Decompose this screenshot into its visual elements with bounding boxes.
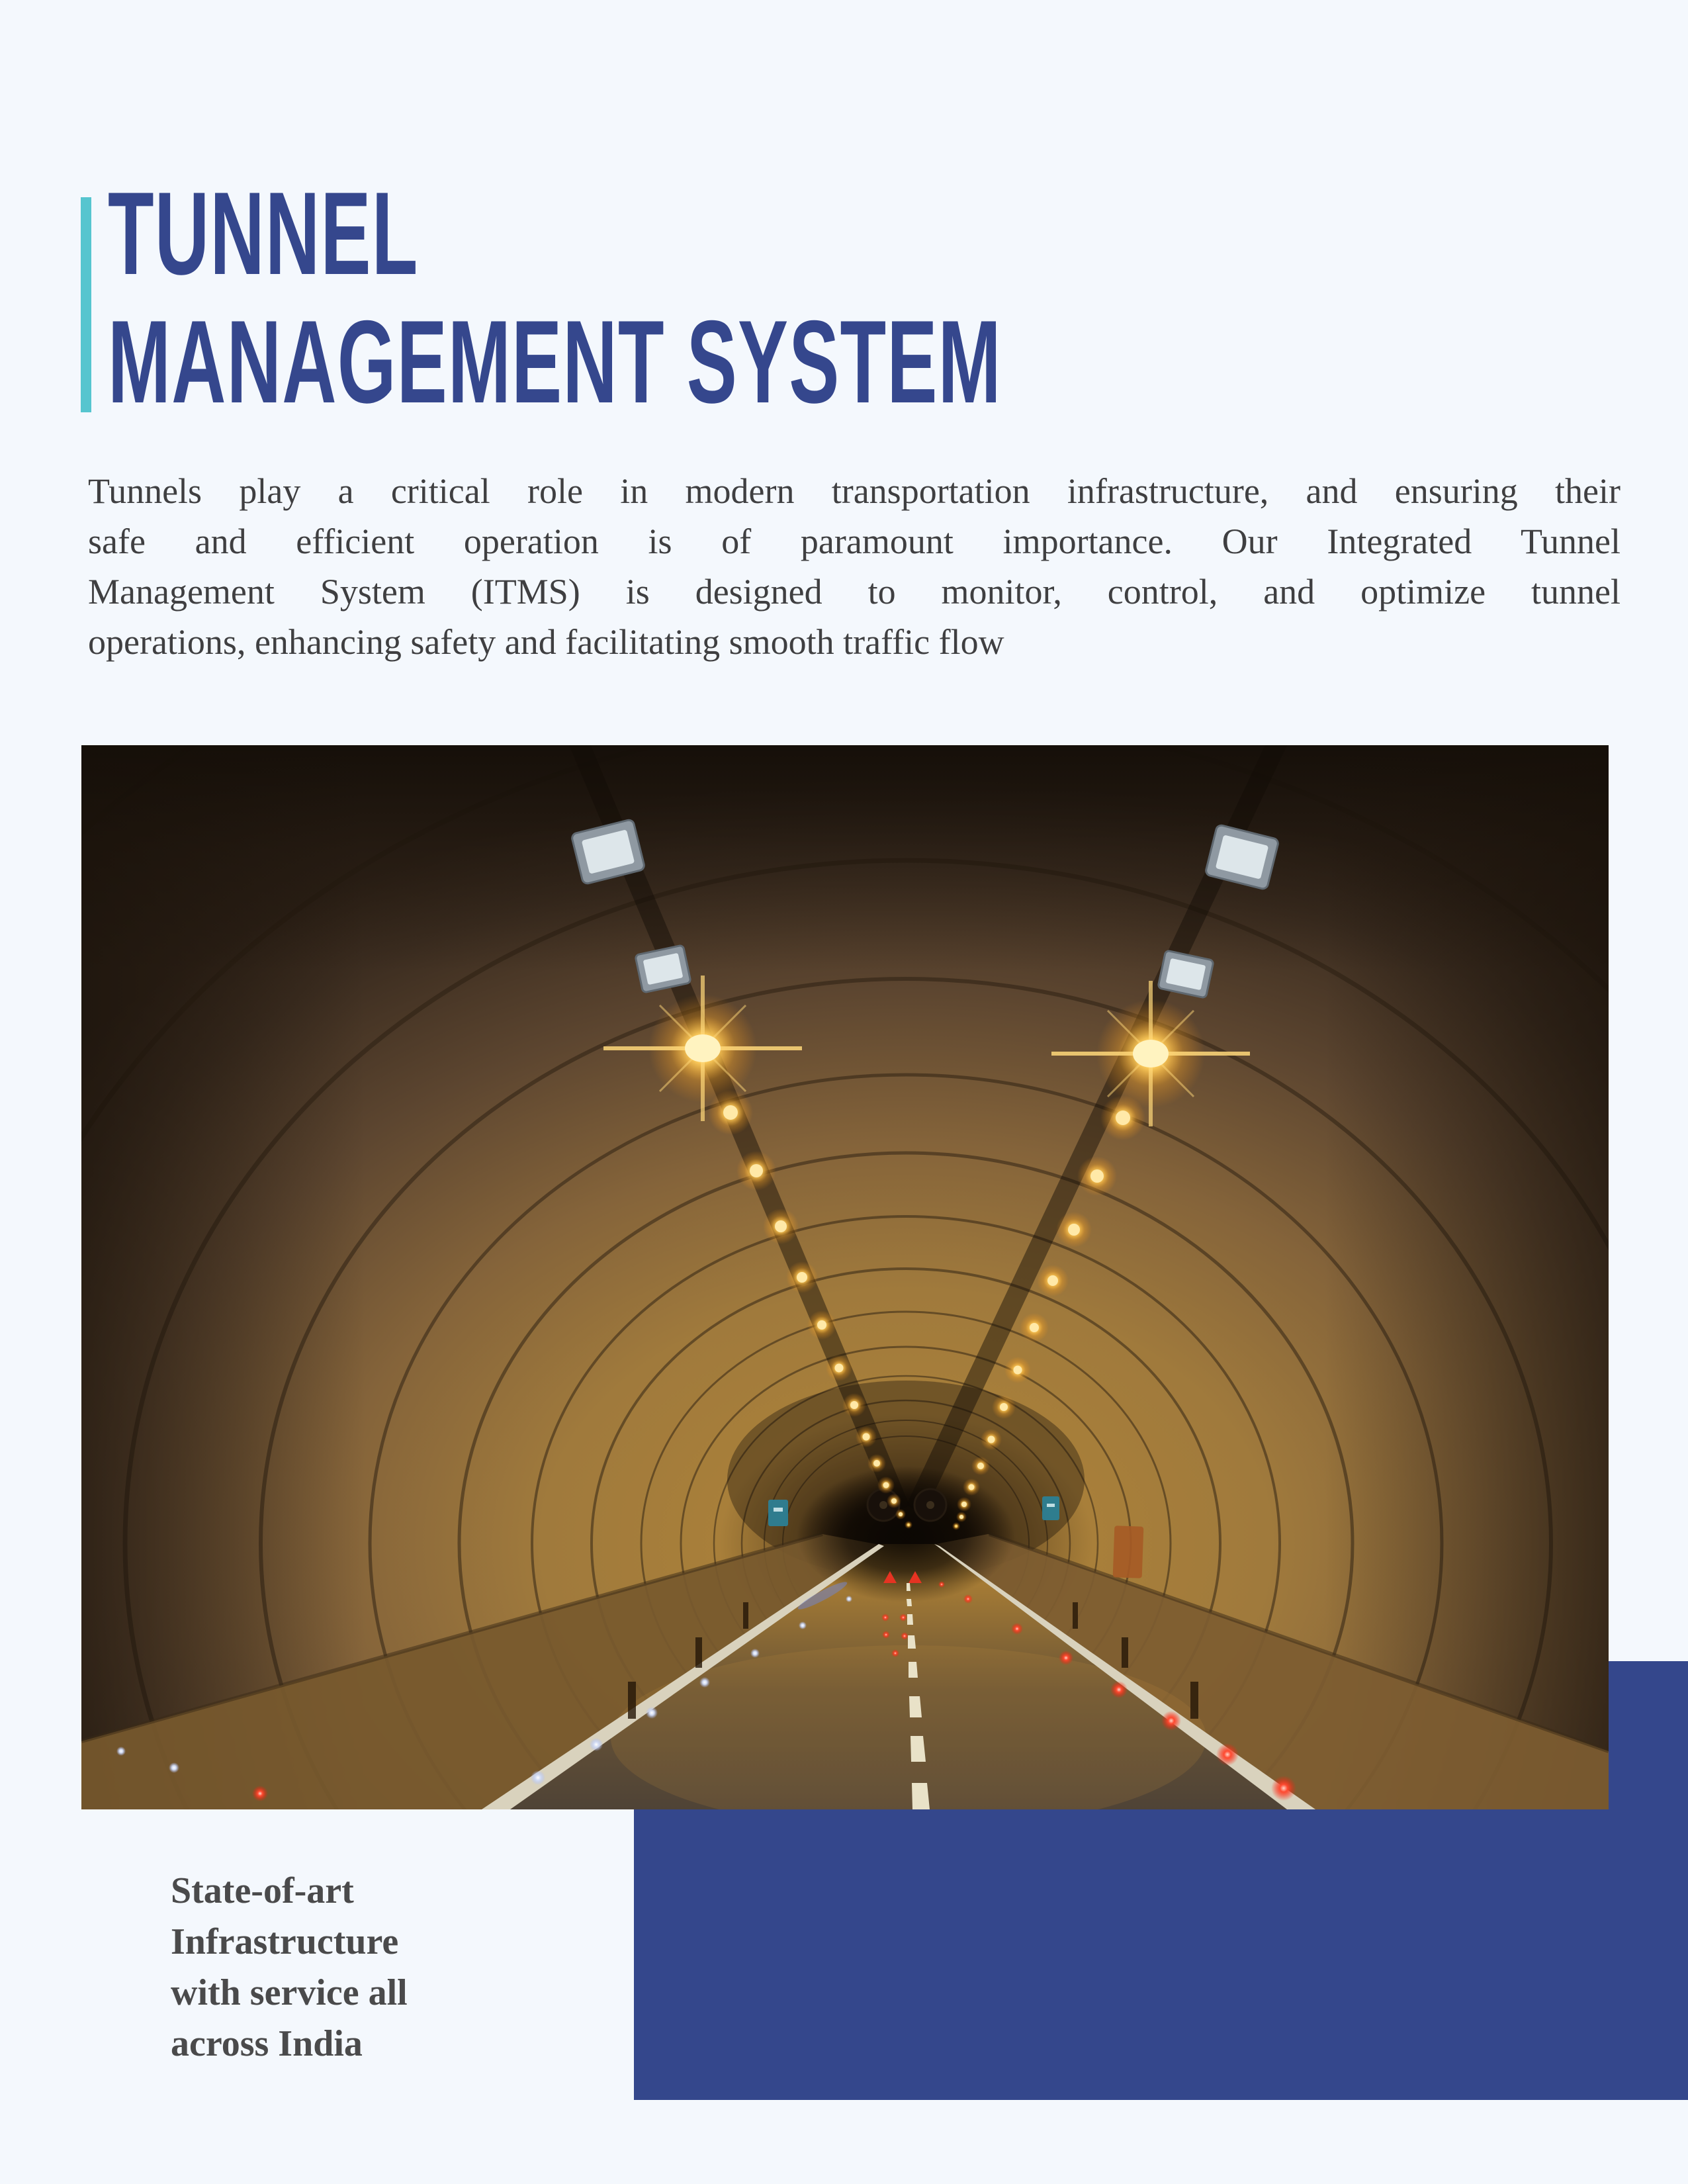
tunnel-photo-graphic (81, 745, 1609, 1809)
intro-line: Management System (ITMS) is designed to monitor, control, and optimize tunnel (88, 572, 1621, 612)
tagline-line: Infrastructure (171, 1921, 399, 1962)
intro-line: Tunnels play a critical role in modern transportation infrastructure, and ensuring their (88, 471, 1621, 511)
tagline-line: with service all (171, 1972, 408, 2013)
title-accent-bar (81, 197, 91, 412)
intro-line: operations, enhancing safety and facilitating smooth traffic flow (88, 622, 1004, 662)
title-line-1: TUNNEL (108, 167, 419, 299)
tagline-line: State-of-art (171, 1870, 354, 1911)
title-line-2: MANAGEMENT SYSTEM (108, 296, 1002, 428)
intro-paragraph (88, 466, 1621, 667)
tagline-line: across India (171, 2023, 363, 2064)
footer-tagline (171, 1866, 634, 2070)
tunnel-photo (81, 745, 1609, 1809)
intro-line: safe and efficient operation is of paramount importance. Our Integrated Tunnel (88, 522, 1621, 561)
